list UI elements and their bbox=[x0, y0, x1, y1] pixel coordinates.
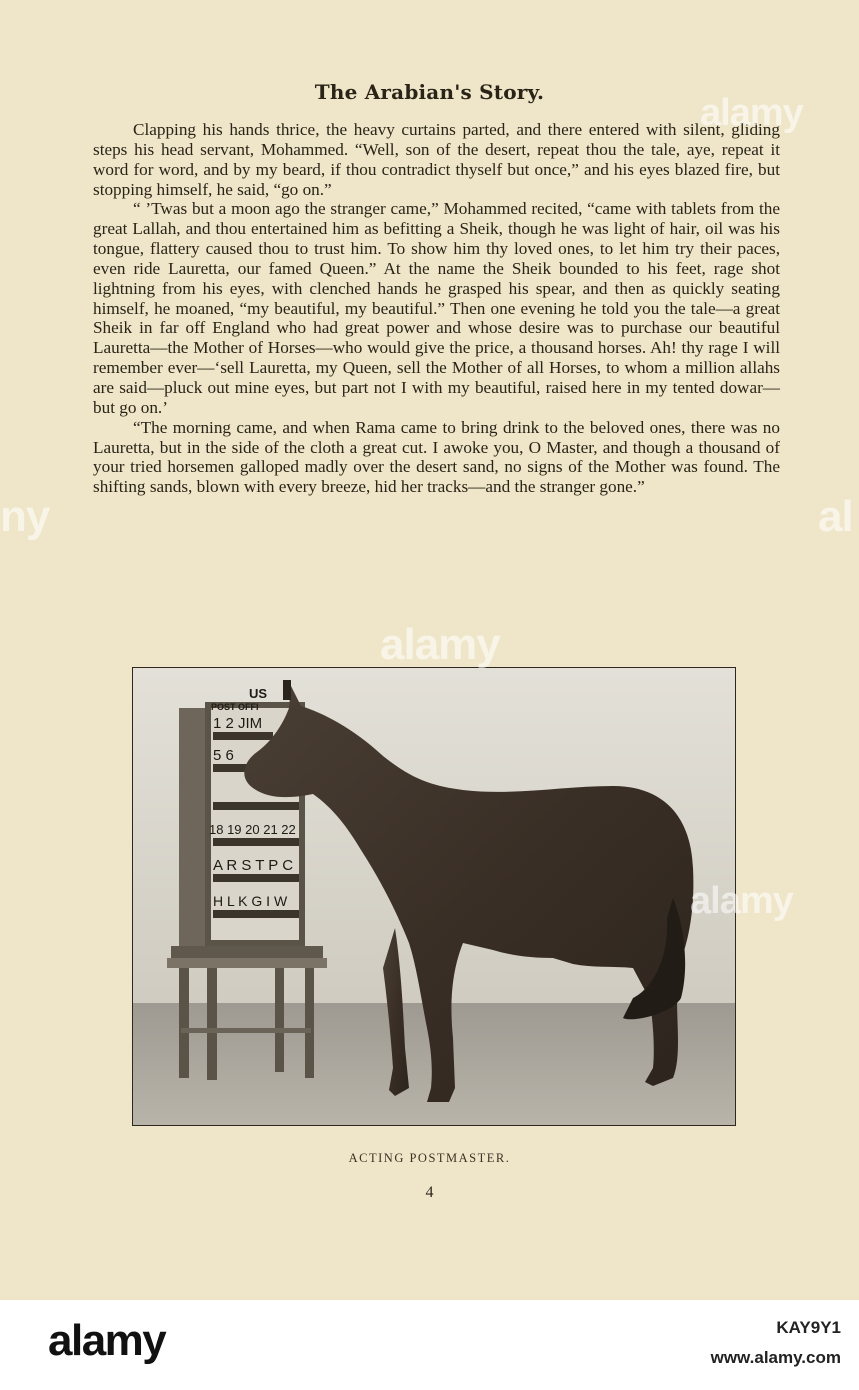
slot-row-2: 5 6 bbox=[213, 747, 234, 764]
stock-footer bbox=[0, 1300, 859, 1390]
site-url: www.alamy.com bbox=[710, 1348, 841, 1367]
page-title: The Arabian's Story. bbox=[314, 80, 545, 104]
sign-us: US bbox=[249, 686, 268, 701]
paragraph-1: Clapping his hands thrice, the heavy curtains parted, and there entered with silent, gliding steps his head servant, Mohammed. “Well, son of the desert, repeat thou the tale, aye, repeat it word for word, and by my beard, if thou contradict thyself but once,” and his eyes blazed fire, but stopping himself, he said, “go on.” bbox=[93, 120, 780, 199]
sign-post-office: POST OFFI bbox=[211, 702, 259, 712]
story-text bbox=[93, 120, 780, 497]
paragraph-3: “The morning came, and when Rama came to bring drink to the beloved ones, there was no Lauretta, but in the side of the cloth a great cut. I awoke you, O Master, and though a thousand of your tried horsemen galloped madly over the desert sand, no signs of the Mother was found. The shifting sands, blown with every breeze, hid her tracks—and the stranger gone.” bbox=[93, 417, 780, 497]
page-number: 4 bbox=[425, 1184, 434, 1201]
slot-row-5: H L K G I W bbox=[213, 893, 288, 909]
photo-caption: ACTING POSTMASTER. bbox=[348, 1151, 511, 1165]
watermark-top: alamy bbox=[700, 92, 803, 134]
image-id: KAY9Y1 bbox=[776, 1318, 841, 1337]
watermark-plate-right: alamy bbox=[690, 880, 793, 922]
watermark-edge-right: al bbox=[818, 492, 853, 541]
slot-row-1: 1 2 JIM bbox=[213, 715, 263, 732]
alamy-logo: alamy bbox=[48, 1316, 166, 1365]
paragraph-2: “ ’Twas but a moon ago the stranger came,” Mohammed recited, “came with tablets from the great Lallah, and thou entertained him as befitting a Sheik, though he was light of hair, oil was his tongue, flattery caused thou to trust him. To show him thy loved ones, to let him try their paces, even ride Lauretta, our famed Queen.” At the name the Sheik bounded to his feet, rage shot lightning from his eyes, with clenched hands he grasped his spear, and then as quickly seating himself, he moaned, “my beautiful, my beautiful.” Then one evening he told you the tale—a great Sheik in far off England who had great power and whose desire was to purchase our beautiful Lauretta—the Mother of Horses—who would give the price, a thousand horses. Ah! thy rage I will remember ever—‘sell Lauretta, my Queen, sell the Mother of all Horses, to whom a million allahs are said—pluck out mine eyes, but part not I with my beautiful, raised here in my tented dowar—but go on.’ bbox=[93, 199, 780, 417]
watermark-center: alamy bbox=[380, 620, 500, 669]
footer-credit bbox=[711, 1318, 841, 1368]
photo-plate bbox=[132, 667, 736, 1126]
horse-photograph bbox=[133, 668, 735, 1125]
watermark-edge-left: ny bbox=[0, 492, 50, 541]
slot-row-3: 18 19 20 21 22 bbox=[209, 822, 296, 837]
slot-row-4: A R S T P C bbox=[213, 857, 294, 874]
